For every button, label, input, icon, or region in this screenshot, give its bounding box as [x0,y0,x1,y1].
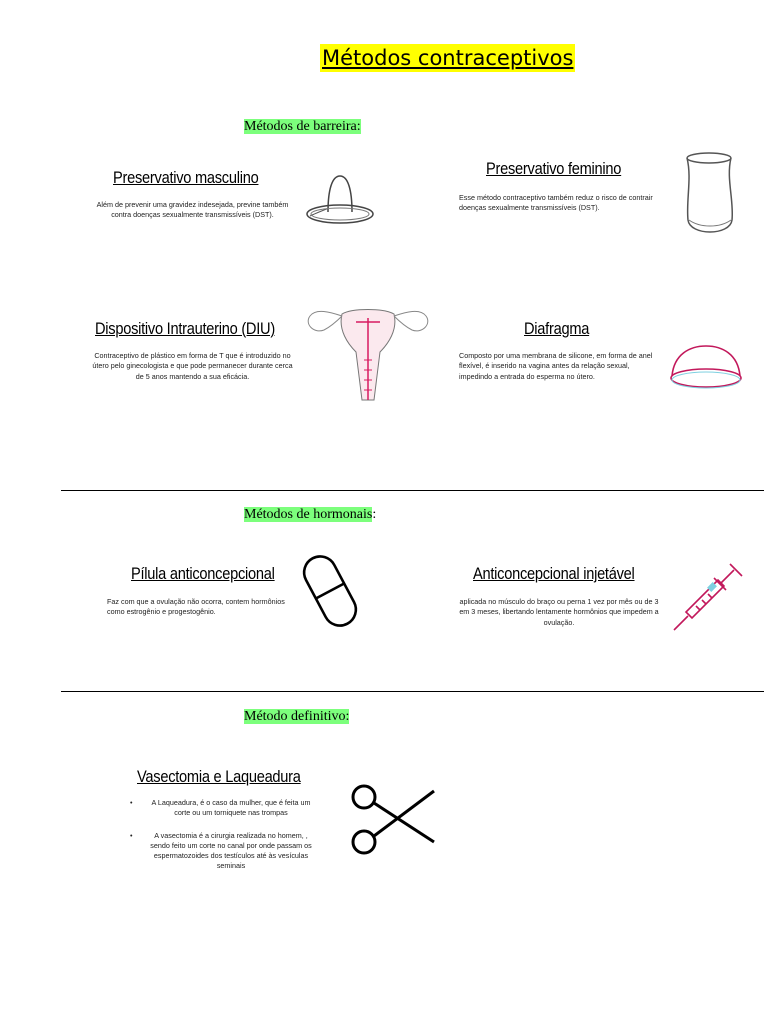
method-title-vasectomia-laqueadura: Vasectomia e Laqueadura [137,767,301,786]
method-title-diu: Dispositivo Intrauterino (DIU) [95,319,275,338]
method-title-injetavel: Anticoncepcional injetável [473,564,635,583]
syringe-icon [668,560,748,634]
diaphragm-icon [668,340,744,394]
page-title: Métodos contraceptivos [322,46,574,70]
uterus-iud-icon [302,300,434,405]
method-title-diafragma: Diafragma [524,319,590,338]
method-list-vasectomia-laqueadura [130,798,312,884]
method-text-diafragma: Composto por uma membrana de silicone, em forma de anel flexível, é inserido na vagina antes da relação sexual, impedindo a entrada do esperma no útero. [459,351,653,381]
method-text-preservativo-feminino: Esse método contraceptivo também reduz o risco de contrair doenças sexualmente transmissíveis (DST). [459,193,653,213]
method-text-preservativo-masculino: Além de prevenir uma gravidez indesejada, previne também contra doenças sexualmente transmissíveis (DST). [96,200,289,220]
method-title-pilula: Pílula anticoncepcional [131,564,275,583]
method-text-injetavel: aplicada no músculo do braço ou perna 1 vez por mês ou de 3 em 3 meses, libertando lentamente hormônios que impedem a ovulação. [459,597,659,627]
list-item: • A Laqueadura, é o caso da mulher, que é feita um corte ou um torniquete nas trompas [130,798,311,818]
method-text-pilula: Faz com que a ovulação não ocorra, contem hormônios como estrogênio e progestogênio. [107,597,285,617]
section-heading-definitivo: Método definitivo: [244,709,350,724]
method-title-preservativo-masculino: Preservativo masculino [113,168,259,187]
section-divider [61,490,764,491]
female-condom-icon [680,150,740,240]
condom-icon [300,170,380,230]
pill-icon [300,550,360,632]
section-heading-barreira: Métodos de barreira: [244,119,361,134]
list-item: • A vasectomia é a cirurgia realizada no homem, , sendo feito um corte no canal por onde passam os espermatozoides dos testículos até às vesículas seminais [130,830,312,871]
section-heading-hormonais: Métodos de hormonais: [244,507,377,522]
scissors-icon [348,782,440,858]
method-text-diu: Contraceptivo de plástico em forma de T que é introduzido no útero pelo ginecologista e que pode permanecer durante cerca de 5 anos mantendo a sua eficácia. [92,351,293,381]
section-divider [61,691,764,692]
method-title-preservativo-feminino: Preservativo feminino [486,159,622,178]
